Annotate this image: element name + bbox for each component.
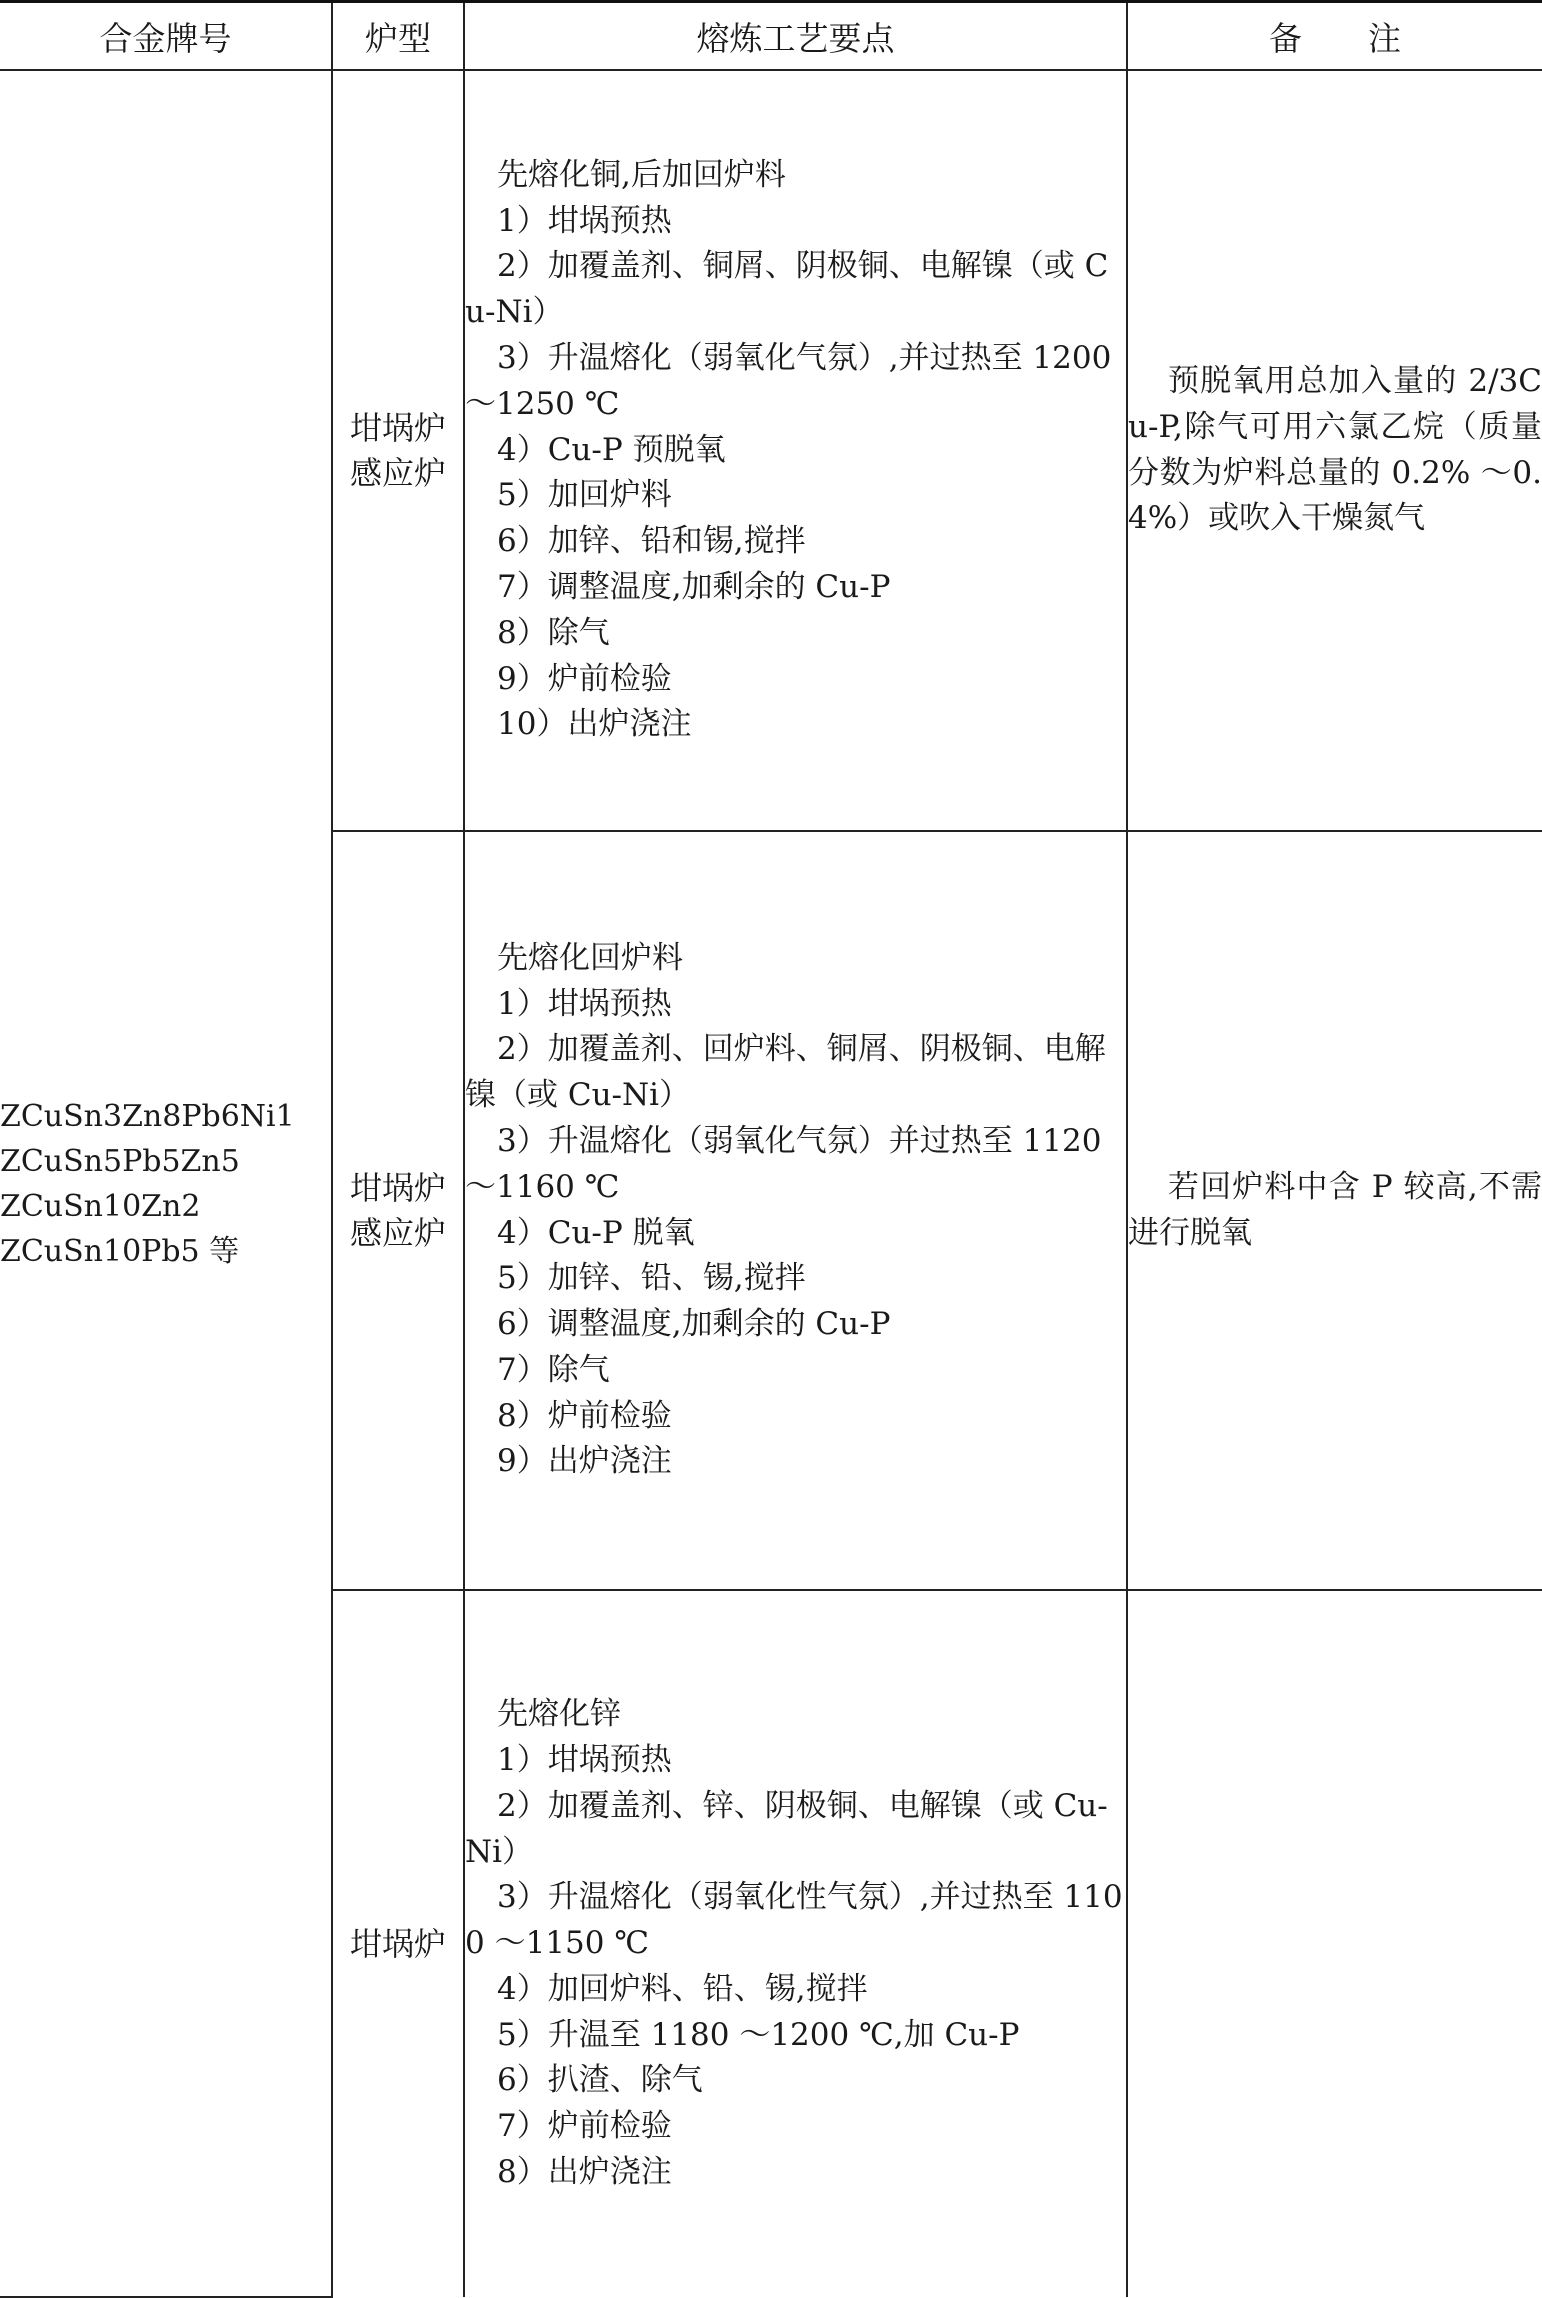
header-remarks: 备 注 — [1127, 2, 1542, 71]
furnace-type-cell — [332, 70, 464, 831]
alloy-grade: ZCuSn3Zn8Pb6Ni1 — [0, 1098, 295, 1134]
furnace-type: 感应炉 — [349, 453, 446, 492]
header-process-points: 熔炼工艺要点 — [464, 2, 1127, 71]
alloy-grade: ZCuSn10Zn2 — [0, 1188, 201, 1224]
process-steps-cell — [464, 1590, 1127, 2297]
process-step: 4）Cu-P 脱氧 — [497, 1214, 695, 1251]
process-step: 先熔化回炉料 — [497, 939, 683, 976]
process-step: 3）升温熔化（弱氧化气氛）并过热至 1120 ～1160 ℃ — [465, 1122, 1102, 1205]
process-step: 3）升温熔化（弱氧化性气氛）,并过热至 1100 ～1150 ℃ — [465, 1879, 1123, 1962]
process-step: 1）坩埚预热 — [497, 1741, 672, 1778]
furnace-type: 坩埚炉 — [349, 1924, 446, 1963]
alloy-grade: ZCuSn5Pb5Zn5 — [0, 1143, 240, 1179]
process-step: 先熔化锌 — [497, 1696, 621, 1733]
process-steps-cell — [464, 70, 1127, 831]
table-row — [0, 70, 1542, 831]
remarks-cell: 预脱氧用总加入量的 2/3Cu-P,除气可用六氯乙烷（质量分数为炉料总量的 0.2% ～0.4%）或吹入干燥氮气 — [1127, 70, 1542, 831]
process-step: 1）坩埚预热 — [497, 985, 672, 1022]
header-row — [0, 2, 1542, 71]
furnace-type: 坩埚炉 — [349, 408, 446, 447]
process-steps-cell — [464, 831, 1127, 1590]
process-step: 8）除气 — [497, 614, 610, 651]
process-step: 8）炉前检验 — [497, 1397, 672, 1434]
process-step: 7）调整温度,加剩余的 Cu-P — [497, 568, 891, 605]
process-step: 5）加回炉料 — [497, 477, 672, 514]
process-step: 6）扒渣、除气 — [497, 2062, 703, 2099]
process-step: 3）升温熔化（弱氧化气氛）,并过热至 1200 ～1250 ℃ — [465, 340, 1112, 422]
remarks-cell — [1127, 1590, 1542, 2297]
process-step: 4）Cu-P 预脱氧 — [497, 431, 726, 468]
alloy-grade-cell — [0, 70, 332, 2297]
process-step: 9）炉前检验 — [497, 660, 672, 697]
process-step: 先熔化铜,后加回炉料 — [497, 156, 786, 193]
furnace-type-cell — [332, 831, 464, 1590]
process-step: 10）出炉浇注 — [497, 706, 692, 743]
alloy-grade: ZCuSn10Pb5 等 — [0, 1233, 240, 1269]
process-step: 5）升温至 1180 ～1200 ℃,加 Cu-P — [497, 2016, 1020, 2053]
process-step: 9）出炉浇注 — [497, 1443, 672, 1480]
process-step: 7）炉前检验 — [497, 2108, 672, 2145]
process-step: 4）加回炉料、铅、锡,搅拌 — [497, 1970, 868, 2007]
furnace-type: 坩埚炉 — [349, 1168, 446, 1207]
process-step: 6）调整温度,加剩余的 Cu-P — [497, 1306, 891, 1343]
process-step: 2）加覆盖剂、铜屑、阴极铜、电解镍（或 Cu-Ni） — [465, 248, 1109, 331]
remarks-cell: 若回炉料中含 P 较高,不需进行脱氧 — [1127, 831, 1542, 1590]
header-furnace-type: 炉型 — [332, 2, 464, 71]
process-step: 6）加锌、铅和锡,搅拌 — [497, 523, 806, 560]
furnace-type: 感应炉 — [349, 1213, 446, 1252]
process-step: 2）加覆盖剂、锌、阴极铜、电解镍（或 Cu-Ni） — [465, 1787, 1108, 1870]
header-alloy-grade: 合金牌号 — [0, 2, 332, 71]
process-step: 5）加锌、铅、锡,搅拌 — [497, 1260, 806, 1297]
process-step: 8）出炉浇注 — [497, 2154, 672, 2191]
process-step: 1）坩埚预热 — [497, 202, 672, 239]
furnace-type-cell — [332, 1590, 464, 2297]
process-step: 7）除气 — [497, 1351, 610, 1388]
process-step: 2）加覆盖剂、回炉料、铜屑、阴极铜、电解镍（或 Cu-Ni） — [465, 1031, 1106, 1114]
